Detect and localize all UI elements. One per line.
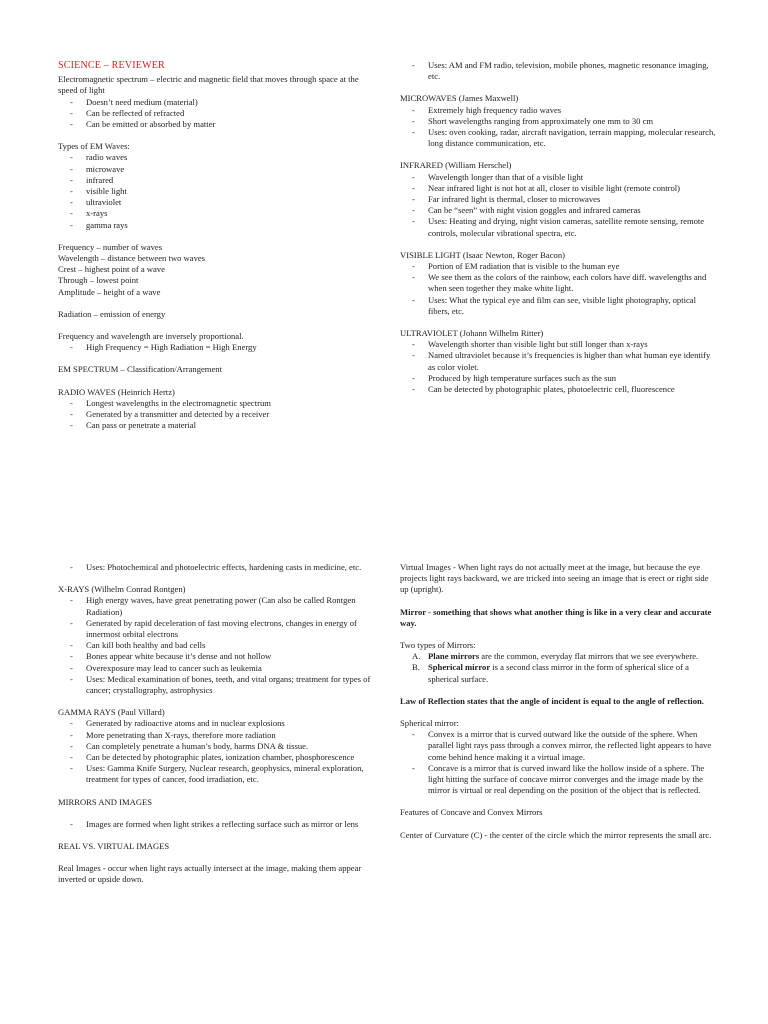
- list-item: - radio waves: [58, 152, 378, 163]
- infrared-heading: INFRARED (William Herschel): [400, 160, 512, 171]
- mirror-term: Spherical mirror: [428, 662, 491, 673]
- list-item: - Can be “seen” with night vision goggles and infrared cameras: [400, 205, 718, 216]
- list-item: - Longest wavelengths in the electromagnetic spectrum: [58, 398, 378, 409]
- mirror-types-heading: Two types of Mirrors:: [400, 640, 476, 651]
- list-item: - Can be reflected of refracted: [58, 108, 378, 119]
- mirror-definition: Mirror - something that shows what another thing is like in a very clear and accurate way.: [400, 606, 714, 628]
- list-item: - Can be detected by photographic plates, ionization chamber, phosphorescence: [58, 752, 378, 763]
- types-heading: Types of EM Waves:: [58, 141, 130, 152]
- inverse-statement: Frequency and wavelength are inversely proportional.: [58, 331, 244, 342]
- em-definition: Electromagnetic spectrum – electric and magnetic field that moves through space at the speed of light: [58, 74, 361, 96]
- radiation-definition: Radiation – emission of energy: [58, 308, 166, 319]
- visible-light-list: [400, 261, 718, 317]
- radio-heading: RADIO WAVES (Heinrich Hertz): [58, 386, 175, 397]
- list-item: - ultraviolet: [58, 197, 378, 208]
- list-item: - More penetrating than X-rays, therefore more radiation: [58, 730, 378, 741]
- features-heading: Features of Concave and Convex Mirrors: [400, 807, 543, 818]
- list-item: - Can pass or penetrate a material: [58, 420, 378, 431]
- list-item: - Concave is a mirror that is curved inward like the hollow inside of a sphere. The light hitting the surface of concave mirror converges and the image made by the mirror is virtual or real depending on the position of the object that is reflected.: [400, 763, 718, 797]
- page1-left-column: [58, 60, 378, 431]
- uv-uses-list: [58, 562, 378, 573]
- mirror-term-text: is a second class mirror in the form of spherical slice of a spherical surface.: [428, 662, 689, 684]
- list-item: - Bones appear white because it’s dense and not hollow: [58, 651, 378, 662]
- list-item: - Named ultraviolet because it’s frequencies is higher than what human eye identify as color violet.: [400, 350, 718, 372]
- list-item: - Uses: Medical examination of bones, teeth, and vital organs; treatment for types of cancer; crystallography, astrophysics: [58, 674, 378, 696]
- infrared-list: [400, 172, 718, 239]
- center-of-curvature: Center of Curvature (C) - the center of the circle which the mirror represents the small arc.: [400, 829, 712, 840]
- list-item: - High Frequency = High Radiation = High Energy: [58, 342, 378, 353]
- page1-right-column: [400, 60, 718, 395]
- mirror-types-list: [400, 651, 718, 685]
- list-item: - Uses: Photochemical and photoelectric effects, hardening casts in medicine, etc.: [58, 562, 378, 573]
- law-of-reflection: Law of Reflection states that the angle of incident is equal to the angle of reflection.: [400, 695, 704, 706]
- mirror-term-text: are the common, everyday flat mirrors that we see everywhere.: [479, 651, 699, 662]
- list-item: - Generated by a transmitter and detected by a receiver: [58, 409, 378, 420]
- ultraviolet-heading: ULTRAVIOLET (Johann Wilhelm Ritter): [400, 328, 544, 339]
- em-points-list: [58, 97, 378, 131]
- list-item: - gamma rays: [58, 220, 378, 231]
- list-item: - Doesn’t need medium (material): [58, 97, 378, 108]
- wave-term: Amplitude – height of a wave: [58, 286, 161, 297]
- list-item: - High energy waves, have great penetrating power (Can also be called Rontgen Radiation): [58, 595, 378, 617]
- list-item: [400, 651, 718, 662]
- mirror-term: Plane mirrors: [428, 651, 480, 662]
- ultraviolet-list: [400, 339, 718, 395]
- gamma-heading: GAMMA RAYS (Paul Villard): [58, 707, 165, 718]
- radio-list: [58, 398, 378, 432]
- list-item: - Uses: oven cooking, radar, aircraft navigation, terrain mapping, molecular research, long distance communication, etc.: [400, 127, 718, 149]
- list-item: - Near infrared light is not hot at all, closer to visible light (remote control): [400, 183, 718, 194]
- em-types-list: [58, 152, 378, 230]
- list-item: - Can be emitted or absorbed by matter: [58, 119, 378, 130]
- list-marker: B.: [412, 662, 420, 673]
- list-item: - Short wavelengths ranging from approximately one mm to 30 cm: [400, 116, 718, 127]
- wave-term: Crest – highest point of a wave: [58, 264, 165, 275]
- list-item: - Portion of EM radiation that is visible to the human eye: [400, 261, 718, 272]
- list-item: - infrared: [58, 175, 378, 186]
- list-item: - Wavelength shorter than visible light but still longer than x-rays: [400, 339, 718, 350]
- wave-term: Wavelength – distance between two waves: [58, 253, 206, 264]
- mirrors-heading: MIRRORS AND IMAGES: [58, 796, 153, 807]
- list-item: - Uses: What the typical eye and film can see, visible light photography, optical fibers, etc.: [400, 295, 718, 317]
- list-marker: A.: [412, 651, 421, 662]
- spherical-list: [400, 729, 718, 796]
- list-item: - Can kill both healthy and bad cells: [58, 640, 378, 651]
- document-title: SCIENCE – REVIEWER: [58, 60, 165, 71]
- page2-right-column: [400, 562, 718, 841]
- em-spectrum-heading: EM SPECTRUM – Classification/Arrangement: [58, 364, 222, 375]
- list-item: [400, 662, 718, 684]
- list-item: - microwave: [58, 164, 378, 175]
- list-item: - Uses: AM and FM radio, television, mobile phones, magnetic resonance imaging, etc.: [400, 60, 718, 82]
- list-item: - x-rays: [58, 208, 378, 219]
- wave-term: Through – lowest point: [58, 275, 139, 286]
- list-item: - We see them as the colors of the rainbow, each colors have diff. wavelengths and when seen together they make white light.: [400, 272, 718, 294]
- list-item: - Generated by radioactive atoms and in nuclear explosions: [58, 718, 378, 729]
- list-item: - Images are formed when light strikes a reflecting surface such as mirror or lens: [58, 819, 378, 830]
- list-item: - Overexposure may lead to cancer such as leukemia: [58, 663, 378, 674]
- microwave-heading: MICROWAVES (James Maxwell): [400, 93, 519, 104]
- list-item: - Uses: Heating and drying, night vision cameras, satellite remote sensing, remote controls, molecular vibrational spectra, etc.: [400, 216, 718, 238]
- real-virtual-heading: REAL VS. VIRTUAL IMAGES: [58, 841, 170, 852]
- list-item: - Wavelength longer than that of a visible light: [400, 172, 718, 183]
- gamma-list: [58, 718, 378, 785]
- list-item: - Generated by rapid deceleration of fast moving electrons, changes in energy of innermost orbital electrons: [58, 618, 378, 640]
- virtual-images-definition: Virtual Images - When light rays do not actually meet at the image, but because the eye projects light rays backward, we are tricked into seeing an image that is erect or right side up (upright).: [400, 562, 711, 595]
- list-item: - Convex is a mirror that is curved outward like the outside of the sphere. When parallel light rays pass through a convex mirror, the reflected light appears to have come behind hence making it a virtual image.: [400, 729, 718, 763]
- xray-heading: X-RAYS (Wilhelm Conrad Rontgen): [58, 584, 186, 595]
- list-item: - Can completely penetrate a human’s body, harms DNA & tissue.: [58, 741, 378, 752]
- list-item: - Extremely high frequency radio waves: [400, 105, 718, 116]
- list-item: - Can be detected by photographic plates, photoelectric cell, fluorescence: [400, 384, 718, 395]
- real-images-definition: Real Images - occur when light rays actually intersect at the image, making them appear inverted or upside down.: [58, 863, 364, 885]
- page2-left-column: [58, 562, 378, 886]
- wave-term: Frequency – number of waves: [58, 241, 163, 252]
- microwave-list: [400, 105, 718, 150]
- list-item: - Far infrared light is thermal, closer to microwaves: [400, 194, 718, 205]
- spherical-heading: Spherical mirror:: [400, 718, 459, 729]
- mirrors-list: [58, 819, 378, 830]
- xray-list: [58, 595, 378, 696]
- list-item: - Produced by high temperature surfaces such as the sun: [400, 373, 718, 384]
- inverse-list: [58, 342, 378, 353]
- visible-light-heading: VISIBLE LIGHT (Isaac Newton, Roger Bacon): [400, 249, 565, 260]
- list-item: - visible light: [58, 186, 378, 197]
- radio-uses-list: [400, 60, 718, 82]
- list-item: - Uses: Gamma Knife Surgery, Nuclear research, geophysics, mineral exploration, treatment for types of cancer, food irradiation, etc.: [58, 763, 378, 785]
